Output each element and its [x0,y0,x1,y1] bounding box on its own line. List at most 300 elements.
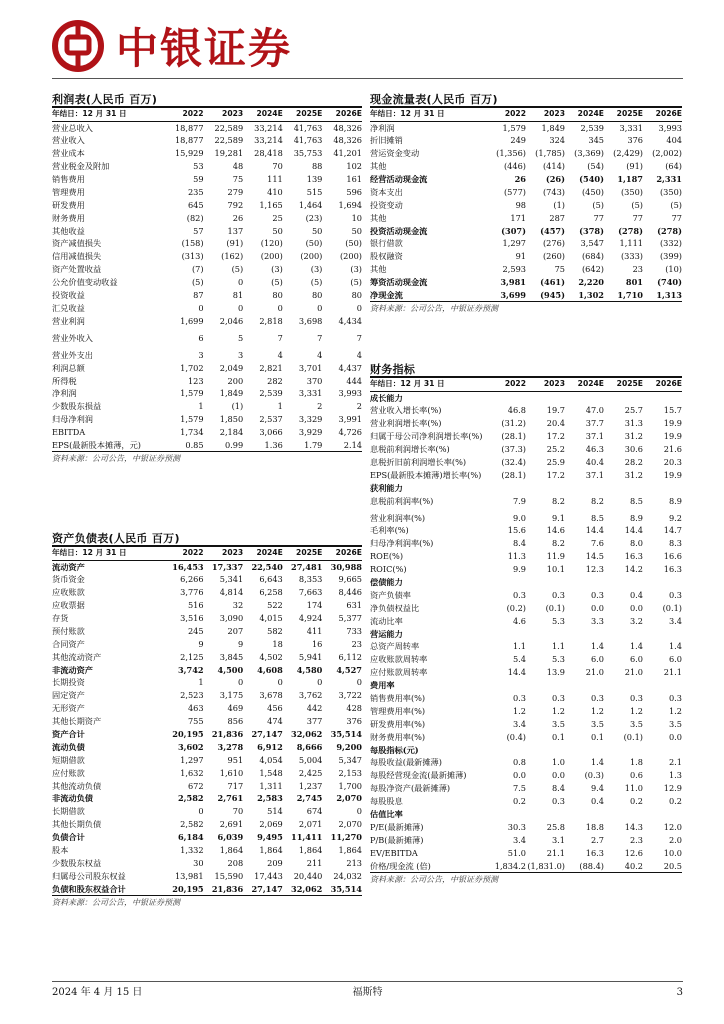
row-label: 长期投资 [52,677,85,688]
row-label: 公允价值变动收益 [52,277,118,288]
value-cell: 46.3 [585,444,604,454]
row-label: 资产负债率 [370,589,411,600]
value-cell: 0.85 [185,440,204,451]
value-cell: 10.1 [546,564,565,575]
value-cell: 5,341 [219,574,244,585]
value-cell: 7 [317,333,323,344]
value-cell: 279 [227,186,244,197]
row-label: 其他 [370,161,387,172]
value-cell: 211 [306,857,323,868]
row-label: 流动比率 [370,615,403,626]
value-cell: 0 [237,277,244,288]
table-row [370,173,682,186]
year-header: 2026E [643,108,682,121]
value-cell: 444 [346,375,362,386]
value-cell: (3) [310,264,323,275]
value-cell: 0.3 [668,693,682,704]
table-row [52,121,362,134]
value-cell [643,576,682,589]
value-cell: 2 [317,401,323,412]
value-cell: 0.0 [551,770,565,781]
value-cell: 4,580 [296,664,323,675]
row-label: 应收账款 [52,587,85,598]
value-cell: 0.2 [512,796,526,807]
value-cell: 4 [356,350,362,361]
table-row [370,601,682,614]
value-cell [604,481,643,494]
row-label: 负债和股东权益合计 [52,883,126,894]
value-cell: 0.3 [590,589,604,600]
table-row [370,717,682,730]
year-header: 2025E [283,547,323,560]
value-cell: (260) [542,251,565,262]
value-cell: (3) [271,264,283,275]
value-cell: 376 [627,135,643,146]
value-cell: 1.2 [551,705,565,716]
value-cell: (31.2) [501,418,526,429]
value-cell: 3,776 [180,587,204,598]
table-row [52,728,362,741]
value-cell: 0.1 [590,731,604,742]
value-cell: 50 [311,225,323,236]
year-header: 2025E [283,108,323,121]
value-cell: (64) [665,161,682,172]
value-cell [526,576,565,589]
value-cell: 1.4 [629,641,643,652]
value-cell: 37.7 [585,418,604,429]
table-row [52,387,362,400]
value-cell: (378) [579,225,604,236]
table-row [52,361,362,374]
value-cell: (91) [626,161,643,172]
value-cell: 25.9 [546,456,565,467]
value-cell: 208 [227,857,244,868]
value-cell [565,627,604,640]
table-row [370,704,682,717]
value-cell: 3,090 [219,613,244,623]
value-cell: 3,722 [338,690,362,701]
table-row [52,766,362,779]
value-cell: 50 [351,225,362,236]
value-cell: 1,311 [259,780,283,791]
value-cell: 12.0 [663,821,682,832]
row-label: 其他收益 [52,225,85,236]
value-cell: 33,214 [254,122,283,133]
value-cell: 32 [232,600,244,611]
year-header: 2026E [322,108,362,121]
table-row [52,624,362,637]
value-cell: 2,153 [338,767,362,778]
table-row [370,185,682,198]
value-cell: 0.1 [551,731,565,742]
value-cell: 11.9 [546,551,565,562]
table-row [370,730,682,743]
row-label: 流动负债 [52,741,85,752]
row-label: 研发费用率(%) [370,718,426,729]
value-cell: 41,763 [293,122,323,133]
row-label: 获利能力 [370,482,403,493]
table-row [370,468,682,481]
value-cell: 41,763 [293,135,323,146]
value-cell: (0.4) [506,731,526,742]
value-cell: 16,453 [172,561,204,572]
value-cell: 11,270 [330,832,362,843]
value-cell: 16.3 [663,564,682,575]
value-cell: 21,836 [211,883,244,894]
value-cell: (5) [631,199,643,210]
value-cell: 3.4 [668,615,682,626]
row-label: 营业收入 [52,135,85,146]
value-cell: 0.0 [629,602,643,613]
value-cell [526,627,565,640]
value-cell: 13.9 [546,667,565,678]
row-label: 息税折旧前利润增长率(%) [370,456,467,467]
row-label: 营运资金变动 [370,148,420,159]
value-cell: (91) [226,238,244,249]
table-row [370,614,682,627]
value-cell: 1.2 [629,705,643,716]
value-cell: 1,700 [338,780,362,791]
value-cell: 514 [267,806,283,817]
value-cell: (1) [231,401,244,412]
year-header: 2022 [487,378,526,391]
value-cell: 4,502 [259,651,283,662]
cash-flow-source: 资料来源：公司公告，中银证券预测 [370,301,682,315]
value-cell: 3 [198,350,204,361]
row-label: 归属于母公司净利润增长率(%) [370,431,483,442]
value-cell: 3,742 [177,664,204,675]
value-cell: 20,195 [172,729,204,740]
table-row [370,224,682,237]
row-label: 应付账款 [52,767,85,778]
value-cell: 0.3 [590,693,604,704]
value-cell: 8.9 [668,495,682,506]
table-row [52,560,362,573]
row-label: 价格/现金流 (倍) [370,860,431,871]
value-cell: 171 [510,212,526,223]
value-cell: 25.8 [546,821,565,832]
row-label: 合同资产 [52,638,85,649]
row-label: P/E(最新摊薄) [370,821,424,832]
value-cell: 77 [593,212,604,223]
row-label: 利润总额 [52,362,85,373]
value-cell: 35,514 [330,883,362,894]
row-label: 经营活动现金流 [370,174,428,184]
value-cell: 0 [237,677,244,688]
row-label: 信用减值损失 [52,251,102,262]
value-cell: 15.7 [663,405,682,416]
row-label: 营业利润率(%) [370,513,426,524]
value-cell: 18.8 [585,821,604,832]
value-cell: 2,184 [219,427,244,438]
value-cell: 1,297 [180,754,204,765]
table-row [370,833,682,846]
value-cell: (5) [350,277,362,288]
year-header: 2024E [565,108,604,121]
table-header-row [52,108,362,121]
value-cell: 3,698 [298,315,323,326]
table-row [52,276,362,289]
table-row [52,250,362,263]
row-label: 成长能力 [370,392,403,403]
table-row [52,263,362,276]
value-cell [643,627,682,640]
table-row [370,588,682,601]
value-cell: 4,814 [219,587,244,598]
row-label: 营业成本 [52,148,85,159]
table-row [52,779,362,792]
value-cell: 21.0 [624,667,643,678]
row-label: 净利润 [370,122,395,133]
value-cell: 8.4 [512,538,526,549]
table-row [52,882,362,895]
value-cell: 1.4 [590,641,604,652]
value-cell: 91 [515,251,526,262]
row-label: 短期借款 [52,754,85,765]
value-cell: 8.0 [629,538,643,549]
value-cell: 4,726 [338,427,362,438]
value-cell: 463 [187,703,204,714]
value-cell: 37.1 [585,469,604,480]
value-cell: (28.1) [501,469,526,480]
value-cell: (1,785) [535,148,565,159]
value-cell: 80 [311,290,323,301]
value-cell: 111 [267,174,283,184]
value-cell: (50) [345,238,362,249]
row-label: 其他流动负债 [52,780,102,791]
value-cell: 2,582 [180,819,204,830]
value-cell: 377 [306,716,323,727]
row-label: 汇兑收益 [52,302,85,313]
value-cell: 213 [346,857,362,868]
row-label: 财务费用率(%) [370,731,426,742]
value-cell: 209 [267,857,283,868]
table-row [52,805,362,818]
value-cell: 9.1 [551,513,565,524]
value-cell [487,679,526,692]
value-cell [643,743,682,756]
value-cell: 4,924 [298,613,323,623]
value-cell: 0 [317,677,323,688]
value-cell: (7) [191,264,204,275]
table-row [52,702,362,715]
value-cell: 469 [227,703,244,714]
value-cell: 137 [227,225,244,236]
value-cell: (2,429) [613,148,643,159]
row-label: ROIC(%) [370,564,407,575]
value-cell: 6,258 [259,587,283,598]
value-cell [565,679,604,692]
value-cell: 6,039 [217,832,244,843]
value-cell: 8,353 [298,574,323,585]
value-cell: 19.9 [663,418,682,429]
value-cell: 3,981 [500,277,526,288]
year-header: 2022 [164,547,204,560]
value-cell: (945) [540,290,565,301]
value-cell: 20.4 [546,418,565,429]
value-cell: 9,200 [336,741,362,752]
value-cell: 376 [346,716,362,727]
value-cell: (313) [181,251,204,262]
value-cell: 4,015 [259,613,283,623]
row-label: 少数股东权益 [52,857,102,868]
value-cell: 1,610 [219,767,244,778]
value-cell: 12.6 [624,847,643,858]
value-cell: 25 [272,212,283,223]
category-row [370,627,682,640]
value-cell: 456 [267,703,283,714]
value-cell: 21.6 [663,444,682,454]
row-label: 资产处置收益 [52,264,102,275]
value-cell: 70 [232,806,244,817]
value-cell: 1,464 [298,199,323,210]
value-cell: 30.3 [507,821,526,832]
value-cell: 410 [267,186,283,197]
value-cell: 0.4 [590,796,604,807]
value-cell [487,576,526,589]
row-label: 银行借款 [370,238,403,249]
footer-divider [52,981,683,982]
value-cell [565,576,604,589]
value-cell: 5.3 [551,615,565,626]
value-cell: 17.2 [546,431,565,442]
row-label: 营业收入增长率(%) [370,405,442,416]
category-row [370,481,682,494]
value-cell: 14.6 [546,525,565,536]
income-statement-panel [52,92,362,465]
value-cell: 1,849 [219,388,244,399]
value-cell: 98 [515,199,526,210]
table-row [370,263,682,276]
value-cell: 1,579 [502,122,526,133]
value-cell: 0.3 [551,693,565,704]
value-cell [526,679,565,692]
value-cell: 1,702 [180,362,204,373]
value-cell: (332) [659,238,682,249]
row-label: 其他长期负债 [52,819,102,830]
value-cell: 3,278 [217,741,244,752]
value-cell [565,808,604,821]
financial-ratios-title: 财务指标 [370,362,682,378]
header-label: 年结日：12 月 31 日 [370,378,487,391]
value-cell: 8,446 [338,587,362,598]
value-cell: 2 [356,401,362,412]
value-cell: 19.7 [546,405,565,416]
value-cell [643,808,682,821]
value-cell: 19,281 [214,148,244,159]
value-cell: 11.3 [507,551,526,562]
value-cell: 3.5 [551,718,565,729]
value-cell: 8.9 [629,513,643,524]
value-cell: 1,694 [338,199,362,210]
value-cell [565,391,604,404]
row-label: 应收票据 [52,600,85,611]
row-label: 股权融资 [370,251,403,262]
value-cell: (399) [659,251,682,262]
value-cell: 8,666 [296,741,323,752]
value-cell: 596 [346,186,362,197]
row-label: 每股指标(元) [370,744,419,755]
value-cell: 20.5 [663,860,682,871]
table-row [52,147,362,160]
value-cell: 8.2 [551,538,565,549]
value-cell: 0 [356,302,362,313]
table-row [52,237,362,250]
value-cell: 77 [632,212,643,223]
value-cell: 48,326 [333,122,362,133]
value-cell: 59 [193,174,204,184]
value-cell: 200 [227,375,244,386]
value-cell: 30.6 [624,444,643,454]
row-label: 非流动资产 [52,664,93,675]
value-cell: 1,632 [180,767,204,778]
row-label: 总资产周转率 [370,641,420,652]
value-cell: 1,849 [541,122,565,133]
value-cell: 0.8 [512,757,526,768]
value-cell: 2.0 [668,834,682,845]
value-cell: 4,437 [338,362,362,373]
value-cell: 75 [232,174,244,184]
income-statement-title: 利润表(人民币 百万) [52,92,362,108]
value-cell: 19.9 [663,469,682,480]
table-row [370,430,682,443]
row-label: P/B(最新摊薄) [370,834,424,845]
income-statement-source: 资料来源：公司公告，中银证券预测 [52,451,362,465]
table-row [370,417,682,430]
table-row [370,859,682,872]
value-cell: 8.2 [590,495,604,506]
value-cell: 20,440 [293,870,323,881]
year-header: 2023 [526,108,565,121]
value-cell: 14.7 [663,525,682,536]
value-cell: 23 [632,264,643,275]
value-cell: 1,834.2 [494,860,526,871]
value-cell: 4,054 [259,754,283,765]
row-label: 偿债能力 [370,577,403,588]
table-row [52,173,362,186]
value-cell: 1 [198,401,204,412]
value-cell: 370 [306,375,323,386]
value-cell: 11.0 [624,783,643,794]
value-cell: (28.1) [501,431,526,442]
value-cell: 6,112 [338,651,362,662]
value-cell: 5,004 [298,754,323,765]
row-label: 管理费用 [52,186,85,197]
value-cell: 14.5 [585,551,604,562]
value-cell: 6,643 [259,574,283,585]
value-cell: 2.3 [629,834,643,845]
value-cell: 0 [277,302,283,313]
value-cell: 9,665 [338,574,362,585]
balance-sheet-title: 资产负债表(人民币 百万) [52,531,362,547]
value-cell: 1 [198,677,204,688]
row-label: 无形资产 [52,703,85,714]
value-cell: (32.4) [501,456,526,467]
value-cell: 2,070 [336,793,362,804]
value-cell: (200) [300,251,323,262]
value-cell: 1,313 [656,290,682,301]
value-cell: 249 [510,135,526,146]
value-cell: 16.3 [585,847,604,858]
value-cell: (23) [305,212,323,223]
value-cell: 2,049 [219,362,244,373]
value-cell: 6,184 [177,832,204,843]
table-row [52,689,362,702]
table-row [370,276,682,289]
value-cell [604,391,643,404]
value-cell: (2,002) [652,148,682,159]
value-cell: 20.3 [663,456,682,467]
